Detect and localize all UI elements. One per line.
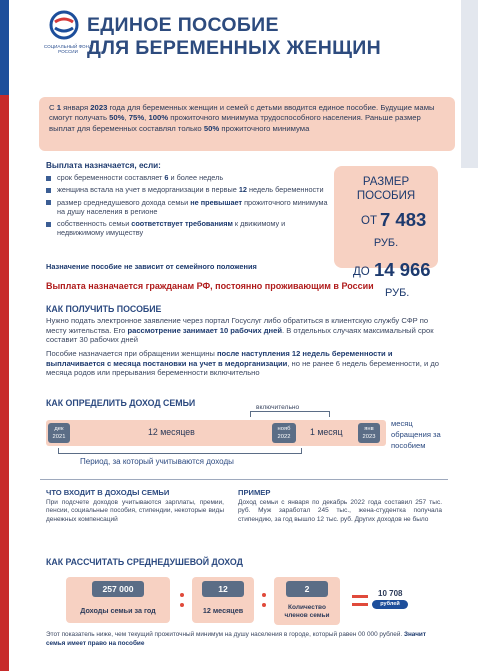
intro-text: , — [144, 113, 149, 123]
intro-day: 1 — [56, 103, 61, 112]
amount-currency: РУБ. — [373, 237, 399, 249]
side-stripe — [0, 0, 9, 671]
divide-dot — [180, 593, 184, 597]
intro-text: года для беременных женщин и семей с детьми вводится единое пособие. Будущие мамы смогут получать — [49, 103, 435, 123]
condition-item: собственность семьи соответствует требованиям к движимому и недвижимому имуществу — [46, 219, 328, 238]
included-bracket — [250, 411, 330, 417]
condition-item: срок беременности составляет 6 и более недель — [46, 173, 328, 182]
intro-text: , — [124, 113, 129, 123]
amount-to-value: 14 966 — [374, 259, 431, 280]
divide-dot — [262, 603, 266, 607]
income-composition-text: При подсчете доходов учитываются зарплаты, премии, пенсии, социальные пособия, стипендии, некоторые виды денежных компенсаций — [46, 499, 224, 523]
logo-text: СОЦИАЛЬНЫЙ ФОНД РОССИИ — [43, 44, 93, 55]
amount-box — [334, 166, 438, 268]
example-title: ПРИМЕР — [238, 488, 271, 497]
amount-label: ПОСОБИЯ — [356, 190, 416, 202]
sfr-logo — [41, 10, 93, 58]
title-line-2: ДЛЯ БЕРЕМЕННЫХ ЖЕНЩИН — [87, 37, 381, 59]
income-period-title: КАК ОПРЕДЕЛИТЬ ДОХОД СЕМЬИ — [46, 398, 196, 408]
timeline-mid-cap: нояб 2022 — [272, 423, 296, 443]
condition-item: женщина встала на учет в медорганизации в первые 12 недель беременности — [46, 185, 328, 194]
amount-label: РАЗМЕР — [362, 176, 410, 188]
calc-result-value: 10 708 — [378, 589, 403, 598]
conditions-note: Назначение пособие не зависит от семейного положения — [46, 262, 257, 271]
header — [9, 0, 478, 68]
calc-months-label: 12 месяцев — [202, 606, 244, 615]
calc-members-value: 2 — [286, 581, 328, 597]
divide-dot — [180, 603, 184, 607]
residency-note: Выплата назначается гражданам РФ, постоянно проживающим в России — [46, 281, 374, 291]
period-bracket — [58, 448, 302, 454]
income-composition-title: ЧТО ВХОДИТ В ДОХОДЫ СЕМЬИ — [46, 488, 170, 497]
calc-income-label: Доходы семьи за год — [80, 606, 156, 615]
income-timeline — [46, 420, 386, 446]
conditions-list — [46, 173, 328, 241]
title-line-1: ЕДИНОЕ ПОСОБИЕ — [87, 14, 279, 36]
footer-note: Этот показатель ниже, чем текущий прожиточный минимум на душу населения в городе, который равен 00 000 рублей. Значит семья имеет право на пособие — [46, 631, 426, 647]
equals-sign — [352, 603, 368, 606]
calc-title: КАК РАССЧИТАТЬ СРЕДНЕДУШЕВОЙ ДОХОД — [46, 557, 243, 567]
divide-dot — [262, 593, 266, 597]
calc-members-label: Количество членов семьи — [284, 604, 330, 619]
right-decor-bar — [461, 0, 478, 168]
intro-text: С — [49, 103, 57, 112]
month-note: месяц обращения за пособием — [391, 419, 441, 450]
intro-percent: 50% — [109, 113, 125, 123]
intro-box — [39, 97, 455, 151]
amount-from-prefix: ОТ — [361, 215, 377, 227]
page-title — [87, 14, 381, 60]
timeline-start-cap: дек 2021 — [48, 423, 70, 443]
calc-income-value: 257 000 — [92, 581, 144, 597]
calc-months-value: 12 — [202, 581, 244, 597]
how-to-paragraph: Нужно подать электронное заявление через портал Госуслуг либо обратиться в клиентскую службу СФР по месту жительства. Его рассмотрение занимает 10 рабочих дней. В отдельных случаях максимальный срок составит 30 рабочих дней — [46, 316, 434, 345]
stripe-red — [0, 95, 9, 671]
calc-income-box — [66, 577, 170, 623]
intro-text: прожиточного минимума трудоспособного населения. Раньше размер выплат для беременных составлял только — [49, 113, 421, 133]
calc-result-unit: рублей — [372, 600, 408, 609]
divider — [40, 479, 448, 480]
amount-currency: РУБ. — [385, 287, 410, 299]
example-text: Доход семьи с января по декабрь 2022 года составил 257 тыс. руб. Муж заработал 245 тыс., жена-студентка получала стипендию, за год вышло 12 тыс. руб. Других доходов не было — [238, 499, 442, 523]
calc-members-box — [274, 577, 340, 625]
included-label: включительно — [256, 404, 300, 411]
intro-text: января — [60, 103, 91, 112]
intro-percent: 100% — [148, 113, 169, 123]
stripe-blue — [0, 0, 9, 95]
amount-to-prefix: ДО — [353, 266, 370, 278]
intro-percent: 50% — [203, 123, 220, 133]
how-to-title: КАК ПОЛУЧИТЬ ПОСОБИЕ — [46, 304, 162, 314]
timeline-span-1: 1 месяц — [310, 427, 343, 437]
conditions-title: Выплата назначается, если: — [46, 161, 161, 170]
condition-item: размер среднедушевого дохода семьи не превышает прожиточного минимума на душу населения в регионе — [46, 198, 328, 217]
intro-text: прожиточного минимума — [219, 123, 310, 133]
equals-sign — [352, 595, 368, 598]
intro-percent: 75% — [128, 113, 145, 123]
timeline-span-12: 12 месяцев — [148, 427, 195, 437]
period-label: Период, за который учитываются доходы — [80, 457, 234, 466]
calc-months-box — [192, 577, 254, 623]
sfr-logo-icon — [49, 10, 79, 40]
how-to-paragraph: Пособие назначается при обращении женщины после наступления 12 недель беременности и выплачивается с месяца постановки на учет в медорганизации, но не ранее 6 недель беременности, и до месяца родов или прерывания беременности включительно — [46, 349, 440, 378]
amount-from-value: 7 483 — [380, 209, 427, 230]
timeline-end-cap: янв 2023 — [358, 423, 380, 443]
intro-year: 2023 — [90, 103, 108, 112]
